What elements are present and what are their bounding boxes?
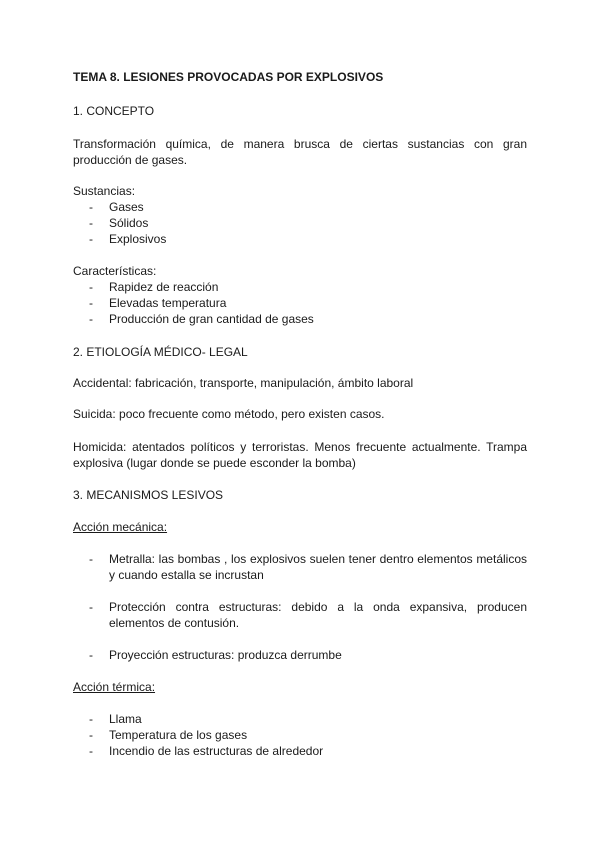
sustancias-label: Sustancias: [73, 184, 136, 198]
list-item-line-1: Protección contra estructuras: debido a la onda expansiva, producen [109, 600, 527, 614]
accion-termica-label: Acción térmica: [73, 680, 156, 694]
list-item: Gases [109, 200, 144, 214]
list-item-line-2: elementos de contusión. [109, 616, 240, 630]
bullet-dash: - [89, 216, 93, 230]
caracteristicas-label: Características: [73, 264, 157, 278]
bullet-dash: - [89, 728, 93, 742]
bullet-dash: - [89, 648, 93, 662]
section-1-heading: 1. CONCEPTO [73, 104, 155, 118]
accidental-text: Accidental: fabricación, transporte, manipulación, ámbito laboral [73, 376, 414, 390]
suicida-text: Suicida: poco frecuente como método, pero existen casos. [73, 407, 385, 421]
list-item: Temperatura de los gases [109, 728, 248, 742]
bullet-dash: - [89, 200, 93, 214]
list-item: Incendio de las estructuras de alrededor [109, 744, 324, 758]
list-item: Llama [109, 712, 142, 726]
definition-line-1: Transformación química, de manera brusca de ciertas sustancias con gran [73, 137, 527, 151]
homicida-line-2: explosiva (lugar donde se puede esconder la bomba) [73, 456, 356, 470]
bullet-dash: - [89, 296, 93, 310]
section-2-heading: 2. ETIOLOGÍA MÉDICO- LEGAL [73, 345, 248, 359]
list-item-line-1: Metralla: las bombas , los explosivos suelen tener dentro elementos metálicos [109, 552, 527, 566]
bullet-dash: - [89, 600, 93, 614]
bullet-dash: - [89, 712, 93, 726]
bullet-dash: - [89, 552, 93, 566]
bullet-dash: - [89, 744, 93, 758]
definition-line-2: producción de gases. [73, 153, 188, 167]
accion-mecanica-label: Acción mecánica: [73, 520, 168, 534]
list-item-line-2: y cuando estalla se incrustan [109, 568, 264, 582]
document-title: TEMA 8. LESIONES PROVOCADAS POR EXPLOSIVOS [73, 70, 384, 84]
list-item: Explosivos [109, 232, 167, 246]
list-item: Producción de gran cantidad de gases [109, 312, 314, 326]
list-item-line-1: Proyección estructuras: produzca derrumbe [109, 648, 342, 662]
list-item: Elevadas temperatura [109, 296, 227, 310]
section-3-heading: 3. MECANISMOS LESIVOS [73, 488, 224, 502]
list-item: Sólidos [109, 216, 149, 230]
bullet-dash: - [89, 232, 93, 246]
bullet-dash: - [89, 280, 93, 294]
homicida-line-1: Homicida: atentados políticos y terroristas. Menos frecuente actualmente. Trampa [73, 440, 527, 454]
bullet-dash: - [89, 312, 93, 326]
list-item: Rapidez de reacción [109, 280, 219, 294]
